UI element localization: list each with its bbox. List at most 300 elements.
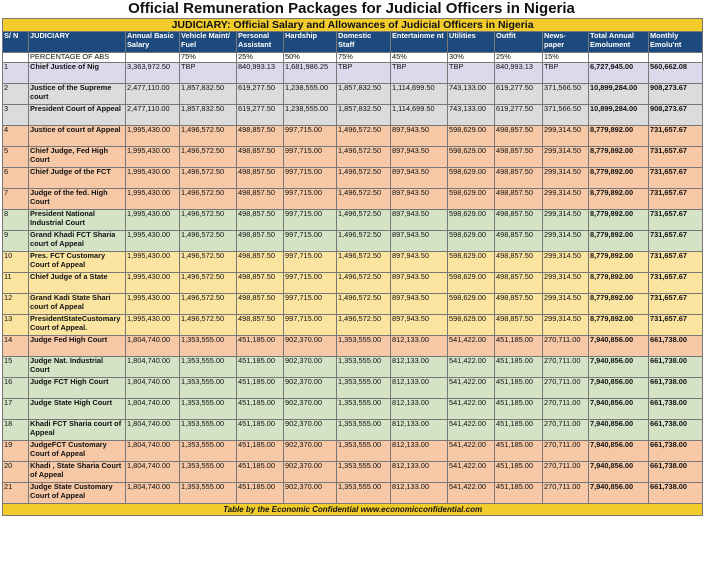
cell-domestic-staff: 1,496,572.50 bbox=[337, 210, 391, 231]
cell-vehicle-maint-fuel: 1,496,572.50 bbox=[180, 273, 237, 294]
cell-entertainment: 897,943.50 bbox=[391, 273, 448, 294]
cell-annual-basic-salary: 1,804,740.00 bbox=[126, 336, 180, 357]
cell-annual-basic-salary: 1,804,740.00 bbox=[126, 357, 180, 378]
cell-newspaper: TBP bbox=[543, 63, 589, 84]
cell-monthly-emolument: 908,273.67 bbox=[649, 84, 703, 105]
cell-sn: 1 bbox=[3, 63, 29, 84]
cell-domestic-staff: 1,353,555.00 bbox=[337, 483, 391, 504]
cell-total-annual-emolument: 8,779,892.00 bbox=[589, 147, 649, 168]
cell-utilities: 541,422.00 bbox=[448, 420, 495, 441]
cell-entertainment: 812,133.00 bbox=[391, 399, 448, 420]
cell-hardship: 997,715.00 bbox=[284, 189, 337, 210]
cell-sn: 4 bbox=[3, 126, 29, 147]
header-entertainment: Entertainme nt bbox=[391, 32, 448, 53]
cell-hardship: 997,715.00 bbox=[284, 147, 337, 168]
cell-outfit: 451,185.00 bbox=[495, 441, 543, 462]
cell-total-annual-emolument: 8,779,892.00 bbox=[589, 231, 649, 252]
cell-judiciary: Judge State High Court bbox=[29, 399, 126, 420]
header-sn: S/ N bbox=[3, 32, 29, 53]
cell-newspaper: 299,314.50 bbox=[543, 210, 589, 231]
cell-judiciary: President National Industrial Court bbox=[29, 210, 126, 231]
header-domestic-staff: Domestic Staff bbox=[337, 32, 391, 53]
cell-domestic-staff: 1,496,572.50 bbox=[337, 231, 391, 252]
table-row bbox=[3, 483, 703, 504]
cell-total-annual-emolument: 7,940,856.00 bbox=[589, 399, 649, 420]
cell-outfit: 498,857.50 bbox=[495, 189, 543, 210]
cell-domestic-staff: 1,353,555.00 bbox=[337, 336, 391, 357]
cell-utilities: 541,422.00 bbox=[448, 462, 495, 483]
cell-sn: 15 bbox=[3, 357, 29, 378]
cell-domestic-staff: 1,496,572.50 bbox=[337, 273, 391, 294]
cell-sn: 9 bbox=[3, 231, 29, 252]
cell-domestic-staff: 1,353,555.00 bbox=[337, 399, 391, 420]
cell-annual-basic-salary: 1,995,430.00 bbox=[126, 210, 180, 231]
table-row bbox=[3, 462, 703, 483]
cell-monthly-emolument: 661,738.00 bbox=[649, 420, 703, 441]
cell-personal-assistant: 451,185.00 bbox=[237, 483, 284, 504]
cell-vehicle-maint-fuel: 1,496,572.50 bbox=[180, 168, 237, 189]
cell-total-annual-emolument: 7,940,856.00 bbox=[589, 483, 649, 504]
cell-personal-assistant: 451,185.00 bbox=[237, 357, 284, 378]
cell-domestic-staff: 1,353,555.00 bbox=[337, 357, 391, 378]
cell-hardship: 1,238,555.00 bbox=[284, 105, 337, 126]
cell-annual-basic-salary: 2,477,110.00 bbox=[126, 84, 180, 105]
cell-newspaper: 270,711.00 bbox=[543, 483, 589, 504]
cell-sn: 2 bbox=[3, 84, 29, 105]
cell-judiciary: Khadi , State Sharia Court of Appeal bbox=[29, 462, 126, 483]
table-row bbox=[3, 357, 703, 378]
cell-newspaper: 299,314.50 bbox=[543, 315, 589, 336]
cell-entertainment: 812,133.00 bbox=[391, 378, 448, 399]
table-row bbox=[3, 105, 703, 126]
table-row bbox=[3, 294, 703, 315]
cell-judiciary: Justice of court of Appeal bbox=[29, 126, 126, 147]
cell-annual-basic-salary: 1,995,430.00 bbox=[126, 189, 180, 210]
cell-annual-basic-salary: 2,477,110.00 bbox=[126, 105, 180, 126]
cell-utilities: 598,629.00 bbox=[448, 273, 495, 294]
cell-hardship: 997,715.00 bbox=[284, 294, 337, 315]
table-row bbox=[3, 336, 703, 357]
cell-personal-assistant: 451,185.00 bbox=[237, 441, 284, 462]
cell-annual-basic-salary: 1,995,430.00 bbox=[126, 231, 180, 252]
cell-utilities: 598,629.00 bbox=[448, 147, 495, 168]
cell-total-annual-emolument: 8,779,892.00 bbox=[589, 126, 649, 147]
cell-entertainment: 812,133.00 bbox=[391, 462, 448, 483]
cell-outfit: 498,857.50 bbox=[495, 315, 543, 336]
cell-annual-basic-salary: 1,804,740.00 bbox=[126, 399, 180, 420]
cell-newspaper: 299,314.50 bbox=[543, 294, 589, 315]
cell-personal-assistant: 498,857.50 bbox=[237, 126, 284, 147]
cell-utilities: 743,133.00 bbox=[448, 84, 495, 105]
cell-hardship: 902,370.00 bbox=[284, 399, 337, 420]
cell-total-annual-emolument: 7,940,856.00 bbox=[589, 357, 649, 378]
percentage-outfit: 25% bbox=[495, 53, 543, 63]
cell-entertainment: 897,943.50 bbox=[391, 126, 448, 147]
cell-sn: 8 bbox=[3, 210, 29, 231]
cell-monthly-emolument: 661,738.00 bbox=[649, 441, 703, 462]
cell-hardship: 997,715.00 bbox=[284, 252, 337, 273]
cell-entertainment: TBP bbox=[391, 63, 448, 84]
cell-outfit: 498,857.50 bbox=[495, 168, 543, 189]
cell-vehicle-maint-fuel: 1,496,572.50 bbox=[180, 231, 237, 252]
table-row bbox=[3, 315, 703, 336]
cell-monthly-emolument: 661,738.00 bbox=[649, 357, 703, 378]
cell-domestic-staff: 1,353,555.00 bbox=[337, 441, 391, 462]
cell-personal-assistant: 498,857.50 bbox=[237, 315, 284, 336]
cell-vehicle-maint-fuel: 1,353,555.00 bbox=[180, 483, 237, 504]
cell-newspaper: 371,566.50 bbox=[543, 84, 589, 105]
table-row bbox=[3, 84, 703, 105]
cell-outfit: 840,993.13 bbox=[495, 63, 543, 84]
cell-annual-basic-salary: 1,804,740.00 bbox=[126, 420, 180, 441]
cell-hardship: 902,370.00 bbox=[284, 462, 337, 483]
cell-vehicle-maint-fuel: 1,496,572.50 bbox=[180, 210, 237, 231]
cell-newspaper: 371,566.50 bbox=[543, 105, 589, 126]
cell-personal-assistant: 619,277.50 bbox=[237, 84, 284, 105]
cell-sn: 17 bbox=[3, 399, 29, 420]
cell-sn: 18 bbox=[3, 420, 29, 441]
cell-sn: 3 bbox=[3, 105, 29, 126]
cell-utilities: 598,629.00 bbox=[448, 315, 495, 336]
cell-vehicle-maint-fuel: 1,353,555.00 bbox=[180, 399, 237, 420]
cell-monthly-emolument: 661,738.00 bbox=[649, 378, 703, 399]
cell-hardship: 997,715.00 bbox=[284, 231, 337, 252]
cell-monthly-emolument: 731,657.67 bbox=[649, 168, 703, 189]
header-newspaper: News- paper bbox=[543, 32, 589, 53]
cell-newspaper: 299,314.50 bbox=[543, 273, 589, 294]
cell-outfit: 451,185.00 bbox=[495, 462, 543, 483]
cell-domestic-staff: 1,496,572.50 bbox=[337, 315, 391, 336]
cell-personal-assistant: 498,857.50 bbox=[237, 252, 284, 273]
header-annual-basic-salary: Annual Basic Salary bbox=[126, 32, 180, 53]
cell-vehicle-maint-fuel: 1,857,832.50 bbox=[180, 105, 237, 126]
cell-judiciary: Chief Judge of the FCT bbox=[29, 168, 126, 189]
cell-utilities: 598,629.00 bbox=[448, 210, 495, 231]
cell-utilities: 541,422.00 bbox=[448, 399, 495, 420]
cell-judiciary: Pres. FCT Customary Court of Appeal bbox=[29, 252, 126, 273]
cell-hardship: 902,370.00 bbox=[284, 420, 337, 441]
percentage-domestic-staff: 75% bbox=[337, 53, 391, 63]
cell-domestic-staff: 1,496,572.50 bbox=[337, 168, 391, 189]
cell-judiciary: Chief Justice of Nig bbox=[29, 63, 126, 84]
cell-annual-basic-salary: 1,995,430.00 bbox=[126, 315, 180, 336]
cell-outfit: 451,185.00 bbox=[495, 378, 543, 399]
cell-judiciary: Judge FCT High Court bbox=[29, 378, 126, 399]
cell-annual-basic-salary: 1,804,740.00 bbox=[126, 378, 180, 399]
cell-sn: 16 bbox=[3, 378, 29, 399]
cell-newspaper: 299,314.50 bbox=[543, 231, 589, 252]
cell-total-annual-emolument: 8,779,892.00 bbox=[589, 315, 649, 336]
cell-personal-assistant: 498,857.50 bbox=[237, 294, 284, 315]
cell-annual-basic-salary: 3,363,972.50 bbox=[126, 63, 180, 84]
cell-entertainment: 897,943.50 bbox=[391, 210, 448, 231]
cell-monthly-emolument: 661,738.00 bbox=[649, 336, 703, 357]
cell-sn: 11 bbox=[3, 273, 29, 294]
cell-judiciary: Judge Nat. Industrial Court bbox=[29, 357, 126, 378]
cell-outfit: 498,857.50 bbox=[495, 147, 543, 168]
cell-utilities: 541,422.00 bbox=[448, 336, 495, 357]
cell-domestic-staff: 1,353,555.00 bbox=[337, 378, 391, 399]
table-row bbox=[3, 441, 703, 462]
percentage-sn bbox=[3, 53, 29, 63]
table-row bbox=[3, 126, 703, 147]
cell-annual-basic-salary: 1,995,430.00 bbox=[126, 294, 180, 315]
cell-outfit: 619,277.50 bbox=[495, 105, 543, 126]
cell-outfit: 451,185.00 bbox=[495, 399, 543, 420]
cell-hardship: 1,681,986.25 bbox=[284, 63, 337, 84]
cell-total-annual-emolument: 8,779,892.00 bbox=[589, 210, 649, 231]
header-outfit: Outfit bbox=[495, 32, 543, 53]
cell-total-annual-emolument: 7,940,856.00 bbox=[589, 378, 649, 399]
cell-annual-basic-salary: 1,995,430.00 bbox=[126, 273, 180, 294]
percentage-annual-basic-salary bbox=[126, 53, 180, 63]
cell-vehicle-maint-fuel: 1,353,555.00 bbox=[180, 357, 237, 378]
header-utilities: Utilities bbox=[448, 32, 495, 53]
cell-vehicle-maint-fuel: 1,353,555.00 bbox=[180, 462, 237, 483]
header-hardship: Hardship bbox=[284, 32, 337, 53]
table-row bbox=[3, 420, 703, 441]
cell-hardship: 997,715.00 bbox=[284, 273, 337, 294]
header-total-annual-emolument: Total Annual Emolument bbox=[589, 32, 649, 53]
cell-entertainment: 897,943.50 bbox=[391, 147, 448, 168]
cell-personal-assistant: 498,857.50 bbox=[237, 231, 284, 252]
cell-outfit: 498,857.50 bbox=[495, 252, 543, 273]
cell-vehicle-maint-fuel: 1,496,572.50 bbox=[180, 126, 237, 147]
cell-outfit: 451,185.00 bbox=[495, 483, 543, 504]
table-row bbox=[3, 189, 703, 210]
cell-vehicle-maint-fuel: 1,496,572.50 bbox=[180, 315, 237, 336]
cell-sn: 5 bbox=[3, 147, 29, 168]
cell-total-annual-emolument: 8,779,892.00 bbox=[589, 189, 649, 210]
cell-newspaper: 299,314.50 bbox=[543, 189, 589, 210]
header-monthly-emolument: Monthly Emolu'nt bbox=[649, 32, 703, 53]
percentage-total-annual-emolument bbox=[589, 53, 649, 63]
cell-entertainment: 812,133.00 bbox=[391, 441, 448, 462]
cell-total-annual-emolument: 7,940,856.00 bbox=[589, 336, 649, 357]
cell-monthly-emolument: 731,657.67 bbox=[649, 294, 703, 315]
cell-personal-assistant: 498,857.50 bbox=[237, 168, 284, 189]
percentage-judiciary: PERCENTAGE OF ABS bbox=[29, 53, 126, 63]
table-banner: JUDICIARY: Official Salary and Allowances of Judicial Officers in Nigeria bbox=[3, 19, 703, 32]
cell-monthly-emolument: 661,738.00 bbox=[649, 399, 703, 420]
cell-entertainment: 897,943.50 bbox=[391, 294, 448, 315]
cell-personal-assistant: 498,857.50 bbox=[237, 210, 284, 231]
cell-utilities: 598,629.00 bbox=[448, 168, 495, 189]
cell-utilities: 743,133.00 bbox=[448, 105, 495, 126]
cell-monthly-emolument: 731,657.67 bbox=[649, 210, 703, 231]
cell-hardship: 902,370.00 bbox=[284, 378, 337, 399]
cell-utilities: 541,422.00 bbox=[448, 357, 495, 378]
cell-judiciary: Chief Judge, Fed High Court bbox=[29, 147, 126, 168]
cell-vehicle-maint-fuel: 1,353,555.00 bbox=[180, 441, 237, 462]
cell-annual-basic-salary: 1,995,430.00 bbox=[126, 147, 180, 168]
cell-outfit: 498,857.50 bbox=[495, 210, 543, 231]
cell-sn: 12 bbox=[3, 294, 29, 315]
cell-monthly-emolument: 731,657.67 bbox=[649, 231, 703, 252]
page-title: Official Remuneration Packages for Judicial Officers in Nigeria bbox=[128, 0, 575, 17]
cell-monthly-emolument: 661,738.00 bbox=[649, 462, 703, 483]
percentage-hardship: 50% bbox=[284, 53, 337, 63]
cell-domestic-staff: 1,857,832.50 bbox=[337, 84, 391, 105]
table-row bbox=[3, 273, 703, 294]
remuneration-table bbox=[2, 18, 703, 516]
cell-total-annual-emolument: 10,899,284.00 bbox=[589, 105, 649, 126]
cell-hardship: 997,715.00 bbox=[284, 126, 337, 147]
table-row bbox=[3, 252, 703, 273]
cell-entertainment: 897,943.50 bbox=[391, 168, 448, 189]
cell-monthly-emolument: 731,657.67 bbox=[649, 315, 703, 336]
cell-newspaper: 299,314.50 bbox=[543, 147, 589, 168]
cell-outfit: 451,185.00 bbox=[495, 420, 543, 441]
cell-personal-assistant: 498,857.50 bbox=[237, 147, 284, 168]
cell-total-annual-emolument: 10,899,284.00 bbox=[589, 84, 649, 105]
cell-outfit: 498,857.50 bbox=[495, 294, 543, 315]
table-row bbox=[3, 168, 703, 189]
cell-utilities: 598,629.00 bbox=[448, 252, 495, 273]
cell-hardship: 997,715.00 bbox=[284, 315, 337, 336]
cell-total-annual-emolument: 8,779,892.00 bbox=[589, 252, 649, 273]
cell-domestic-staff: 1,857,832.50 bbox=[337, 105, 391, 126]
cell-newspaper: 270,711.00 bbox=[543, 357, 589, 378]
cell-vehicle-maint-fuel: 1,353,555.00 bbox=[180, 378, 237, 399]
cell-judiciary: Judge State Customary Court of Appeal bbox=[29, 483, 126, 504]
cell-vehicle-maint-fuel: 1,353,555.00 bbox=[180, 336, 237, 357]
cell-outfit: 451,185.00 bbox=[495, 336, 543, 357]
cell-annual-basic-salary: 1,804,740.00 bbox=[126, 441, 180, 462]
cell-hardship: 902,370.00 bbox=[284, 357, 337, 378]
cell-monthly-emolument: 731,657.67 bbox=[649, 126, 703, 147]
cell-vehicle-maint-fuel: 1,496,572.50 bbox=[180, 147, 237, 168]
cell-judiciary: Chief Judge of a State bbox=[29, 273, 126, 294]
cell-entertainment: 1,114,699.50 bbox=[391, 105, 448, 126]
cell-newspaper: 299,314.50 bbox=[543, 126, 589, 147]
cell-judiciary: Judge Fed High Court bbox=[29, 336, 126, 357]
cell-vehicle-maint-fuel: 1,496,572.50 bbox=[180, 252, 237, 273]
cell-annual-basic-salary: 1,995,430.00 bbox=[126, 126, 180, 147]
cell-total-annual-emolument: 7,940,856.00 bbox=[589, 462, 649, 483]
cell-judiciary: Khadi FCT Sharia court of Appeal bbox=[29, 420, 126, 441]
cell-hardship: 902,370.00 bbox=[284, 483, 337, 504]
cell-monthly-emolument: 731,657.67 bbox=[649, 147, 703, 168]
cell-domestic-staff: 1,496,572.50 bbox=[337, 252, 391, 273]
cell-total-annual-emolument: 8,779,892.00 bbox=[589, 273, 649, 294]
cell-newspaper: 270,711.00 bbox=[543, 378, 589, 399]
cell-vehicle-maint-fuel: 1,496,572.50 bbox=[180, 189, 237, 210]
cell-vehicle-maint-fuel: 1,857,832.50 bbox=[180, 84, 237, 105]
table-row bbox=[3, 147, 703, 168]
cell-utilities: 541,422.00 bbox=[448, 441, 495, 462]
cell-personal-assistant: 451,185.00 bbox=[237, 378, 284, 399]
cell-outfit: 498,857.50 bbox=[495, 231, 543, 252]
cell-outfit: 498,857.50 bbox=[495, 273, 543, 294]
cell-sn: 10 bbox=[3, 252, 29, 273]
cell-hardship: 902,370.00 bbox=[284, 441, 337, 462]
cell-annual-basic-salary: 1,804,740.00 bbox=[126, 483, 180, 504]
cell-utilities: 541,422.00 bbox=[448, 378, 495, 399]
cell-sn: 13 bbox=[3, 315, 29, 336]
cell-newspaper: 299,314.50 bbox=[543, 252, 589, 273]
cell-hardship: 997,715.00 bbox=[284, 168, 337, 189]
header-judiciary: JUDICIARY bbox=[29, 32, 126, 53]
header-vehicle-maint-fuel: Vehicle Maint/ Fuel bbox=[180, 32, 237, 53]
table-footer: Table by the Economic Confidential www.economicconfidential.com bbox=[3, 504, 703, 516]
cell-newspaper: 299,314.50 bbox=[543, 168, 589, 189]
table-row bbox=[3, 378, 703, 399]
cell-monthly-emolument: 731,657.67 bbox=[649, 252, 703, 273]
cell-judiciary: Judge of the fed. High Court bbox=[29, 189, 126, 210]
cell-personal-assistant: 451,185.00 bbox=[237, 420, 284, 441]
table-row bbox=[3, 231, 703, 252]
cell-outfit: 498,857.50 bbox=[495, 126, 543, 147]
cell-total-annual-emolument: 7,940,856.00 bbox=[589, 441, 649, 462]
cell-sn: 7 bbox=[3, 189, 29, 210]
cell-newspaper: 270,711.00 bbox=[543, 441, 589, 462]
cell-judiciary: JudgeFCT Customary Court of Appeal bbox=[29, 441, 126, 462]
cell-monthly-emolument: 731,657.67 bbox=[649, 189, 703, 210]
cell-total-annual-emolument: 7,940,856.00 bbox=[589, 420, 649, 441]
cell-personal-assistant: 451,185.00 bbox=[237, 336, 284, 357]
percentage-monthly-emolument bbox=[649, 53, 703, 63]
percentage-vehicle-maint-fuel: 75% bbox=[180, 53, 237, 63]
cell-entertainment: 812,133.00 bbox=[391, 483, 448, 504]
cell-judiciary: Grand Kadi State Shari court of Appeal bbox=[29, 294, 126, 315]
table-row bbox=[3, 63, 703, 84]
cell-entertainment: 897,943.50 bbox=[391, 189, 448, 210]
cell-personal-assistant: 619,277.50 bbox=[237, 105, 284, 126]
cell-entertainment: 897,943.50 bbox=[391, 252, 448, 273]
cell-utilities: 598,629.00 bbox=[448, 189, 495, 210]
cell-outfit: 619,277.50 bbox=[495, 84, 543, 105]
cell-utilities: 541,422.00 bbox=[448, 483, 495, 504]
cell-newspaper: 270,711.00 bbox=[543, 336, 589, 357]
cell-domestic-staff: 1,496,572.50 bbox=[337, 147, 391, 168]
cell-vehicle-maint-fuel: 1,496,572.50 bbox=[180, 294, 237, 315]
cell-entertainment: 897,943.50 bbox=[391, 315, 448, 336]
cell-monthly-emolument: 731,657.67 bbox=[649, 273, 703, 294]
cell-monthly-emolument: 560,662.08 bbox=[649, 63, 703, 84]
cell-entertainment: 812,133.00 bbox=[391, 420, 448, 441]
cell-utilities: 598,629.00 bbox=[448, 231, 495, 252]
cell-sn: 19 bbox=[3, 441, 29, 462]
header-personal-assistant: Personal Assistant bbox=[237, 32, 284, 53]
cell-sn: 14 bbox=[3, 336, 29, 357]
cell-monthly-emolument: 908,273.67 bbox=[649, 105, 703, 126]
cell-personal-assistant: 498,857.50 bbox=[237, 189, 284, 210]
cell-personal-assistant: 451,185.00 bbox=[237, 462, 284, 483]
cell-domestic-staff: 1,353,555.00 bbox=[337, 420, 391, 441]
cell-sn: 6 bbox=[3, 168, 29, 189]
cell-annual-basic-salary: 1,804,740.00 bbox=[126, 462, 180, 483]
percentage-utilities: 30% bbox=[448, 53, 495, 63]
cell-monthly-emolument: 661,738.00 bbox=[649, 483, 703, 504]
percentage-personal-assistant: 25% bbox=[237, 53, 284, 63]
percentage-entertainment: 45% bbox=[391, 53, 448, 63]
cell-newspaper: 270,711.00 bbox=[543, 462, 589, 483]
percentage-newspaper: 15% bbox=[543, 53, 589, 63]
cell-judiciary: President Court of Appeal bbox=[29, 105, 126, 126]
cell-personal-assistant: 451,185.00 bbox=[237, 399, 284, 420]
cell-vehicle-maint-fuel: TBP bbox=[180, 63, 237, 84]
cell-personal-assistant: 840,993.13 bbox=[237, 63, 284, 84]
percentage-row bbox=[3, 53, 703, 63]
cell-hardship: 902,370.00 bbox=[284, 336, 337, 357]
cell-personal-assistant: 498,857.50 bbox=[237, 273, 284, 294]
cell-domestic-staff: 1,496,572.50 bbox=[337, 126, 391, 147]
cell-total-annual-emolument: 8,779,892.00 bbox=[589, 294, 649, 315]
cell-newspaper: 270,711.00 bbox=[543, 420, 589, 441]
cell-hardship: 997,715.00 bbox=[284, 210, 337, 231]
cell-sn: 21 bbox=[3, 483, 29, 504]
